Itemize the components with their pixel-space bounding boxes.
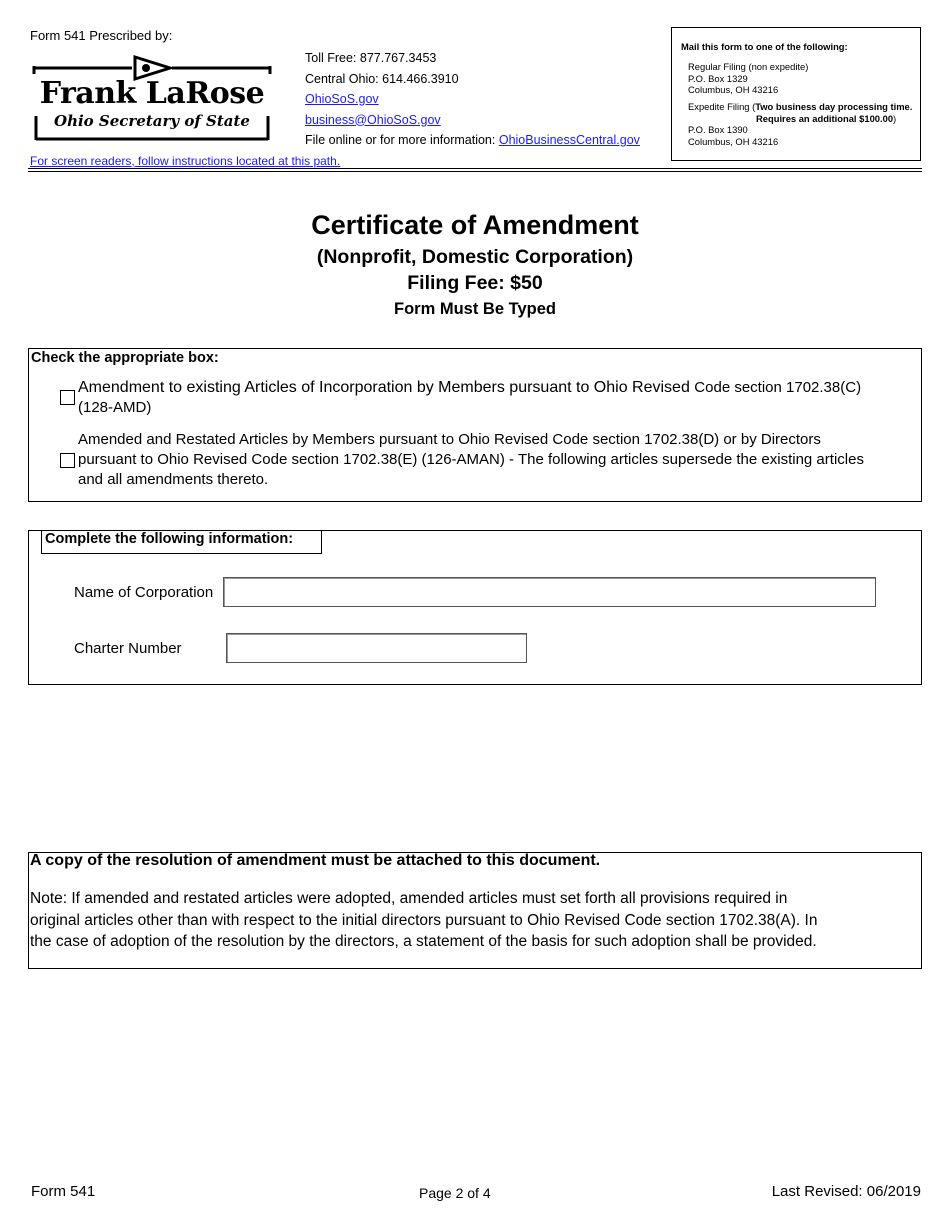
expedite-filing-label: Expedite Filing (Two business day processing time. (688, 101, 913, 112)
toll-free-text: Toll Free: 877.767.3453 (305, 51, 437, 65)
business-central-link[interactable]: OhioBusinessCentral.gov (498, 133, 640, 147)
central-ohio-text: Central Ohio: 614.466.3910 (305, 71, 459, 86)
expedite-fee-line: Requires an additional $100.00) (756, 112, 897, 124)
regular-filing-label: Regular Filing (non expedite) (688, 61, 809, 72)
check-section-heading: Check the appropriate box: (31, 350, 219, 366)
page-title: Certificate of Amendment (311, 210, 639, 240)
mail-instructions-box (671, 27, 921, 161)
logo-name: Frank LaRose (39, 76, 265, 111)
page-subtitle: (Nonprofit, Domestic Corporation) (316, 246, 634, 268)
restated-articles-option-text: Amended and Restated Articles by Members pursuant to Ohio Revised Code section 1702.38(D) or by Directors pursuant to Ohio Revised Code section 1702.38(E) (126-AMAN) - The following articles supersede the existing articles and all amendments thereto. (78, 431, 864, 488)
footer-last-revised: Last Revised: 06/2019 (771, 1183, 921, 1200)
amendment-checkbox[interactable] (60, 390, 75, 405)
resolution-note: Note: If amended and restated articles were adopted, amended articles must set forth all provisions required in original articles other than with respect to the initial directors pursuant to Ohio Revised Code section 1702.38(A). In the case of adoption of the resolution by the directors, a statement of the basis for such adoption shall be provided. (30, 890, 818, 950)
restated-articles-checkbox[interactable] (60, 453, 75, 468)
header-divider-2 (28, 171, 922, 172)
amendment-option-text: Amendment to existing Articles of Incorporation by Members pursuant to Ohio Revised Code section 1702.38(C) (128-AMD) (78, 379, 862, 416)
charter-number-input[interactable] (226, 633, 527, 663)
footer-page-number: Page 2 of 4 (419, 1185, 491, 1201)
filing-fee: Filing Fee: $50 (407, 272, 543, 294)
charter-number-label: Charter Number (74, 640, 182, 657)
header-divider (28, 168, 922, 169)
email-link[interactable]: business@OhioSoS.gov (305, 112, 441, 127)
regular-filing-address (688, 61, 808, 96)
prescribed-by-text: Form 541 Prescribed by: (30, 28, 173, 43)
corporation-name-input[interactable] (223, 577, 876, 607)
expedite-filing-address (688, 101, 912, 147)
file-online-text: File online or for more information: (305, 133, 499, 147)
footer-form-number: Form 541 (31, 1183, 96, 1200)
corporation-name-label: Name of Corporation (74, 584, 214, 601)
info-section-heading: Complete the following information: (45, 531, 294, 547)
regular-city: Columbus, OH 43216 (688, 84, 779, 95)
contact-info (305, 48, 640, 151)
website-link[interactable]: OhioSoS.gov (305, 92, 379, 106)
typed-notice: Form Must Be Typed (394, 300, 556, 318)
screen-readers-link[interactable]: For screen readers, follow instructions located at this path. (30, 154, 341, 168)
mail-title: Mail this form to one of the following: (681, 41, 848, 52)
expedite-po-box: P.O. Box 1390 (688, 124, 748, 135)
logo-subtitle: Ohio Secretary of State (54, 112, 250, 130)
resolution-heading: A copy of the resolution of amendment must be attached to this document. (30, 852, 601, 869)
regular-po-box: P.O. Box 1329 (688, 72, 748, 84)
expedite-city: Columbus, OH 43216 (688, 135, 779, 147)
